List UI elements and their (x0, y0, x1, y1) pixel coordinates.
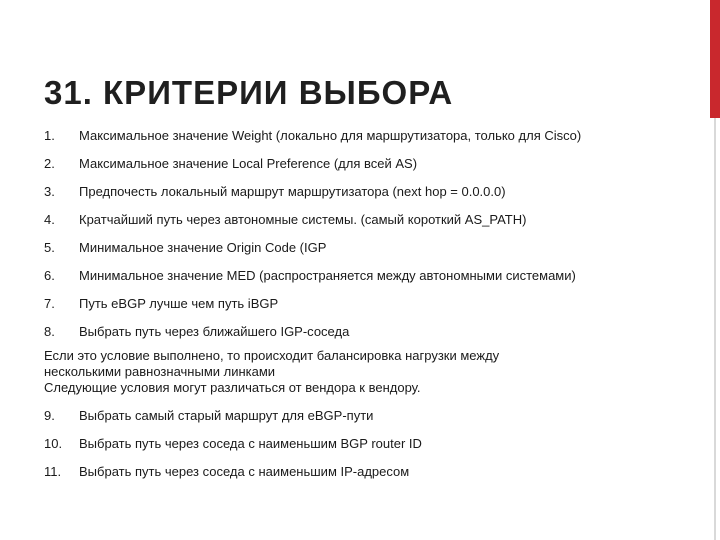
item-number: 6. (44, 268, 55, 283)
list-item (44, 436, 664, 452)
item-text: Выбрать путь через ближайшего IGP-соседа (79, 324, 350, 339)
list-item (44, 184, 664, 200)
note-line: несколькими равнозначными линками (44, 364, 276, 379)
list-item (44, 296, 664, 312)
slide-title: 31. КРИТЕРИИ ВЫБОРА (44, 74, 454, 111)
list-item (44, 324, 664, 340)
item-number: 3. (44, 184, 55, 199)
item-text: Максимальное значение Local Preference (для всей AS) (79, 156, 418, 171)
item-number: 2. (44, 156, 55, 171)
list-item (44, 464, 664, 480)
list-item (44, 268, 664, 284)
accent-bar (710, 0, 720, 118)
item-text: Кратчайший путь через автономные системы. (самый короткий AS_PATH) (79, 212, 527, 227)
vendor-criteria-list (44, 408, 664, 480)
item-number: 11. (44, 464, 62, 479)
criteria-list (44, 128, 664, 492)
list-item (44, 240, 664, 256)
accent-line (714, 118, 716, 540)
note-paragraph (44, 348, 664, 396)
item-text: Максимальное значение Weight (локально для маршрутизатора, только для Cisco) (79, 128, 582, 143)
item-number: 10. (44, 436, 63, 451)
item-number: 7. (44, 296, 55, 311)
list-item (44, 128, 664, 144)
item-number: 5. (44, 240, 55, 255)
note-line: Если это условие выполнено, то происходит балансировка нагрузки между (44, 348, 500, 363)
item-number: 8. (44, 324, 55, 339)
note-line: Следующие условия могут различаться от вендора к вендору. (44, 380, 421, 395)
list-item (44, 156, 664, 172)
item-text: Выбрать самый старый маршрут для eBGP-пути (79, 408, 374, 423)
item-text: Минимальное значение MED (распространяется между автономными системами) (79, 268, 576, 283)
item-number: 4. (44, 212, 55, 227)
list-item (44, 212, 664, 228)
item-text: Минимальное значение Origin Code (IGP (79, 240, 327, 255)
item-text: Выбрать путь через соседа с наименьшим BGP router ID (79, 436, 422, 451)
item-text: Путь eBGP лучше чем путь iBGP (79, 296, 279, 311)
item-number: 9. (44, 408, 55, 423)
item-number: 1. (44, 128, 55, 143)
list-item (44, 408, 664, 424)
item-text: Предпочесть локальный маршрут маршрутизатора (next hop = 0.0.0.0) (79, 184, 506, 199)
item-text: Выбрать путь через соседа с наименьшим IP-адресом (79, 464, 410, 479)
